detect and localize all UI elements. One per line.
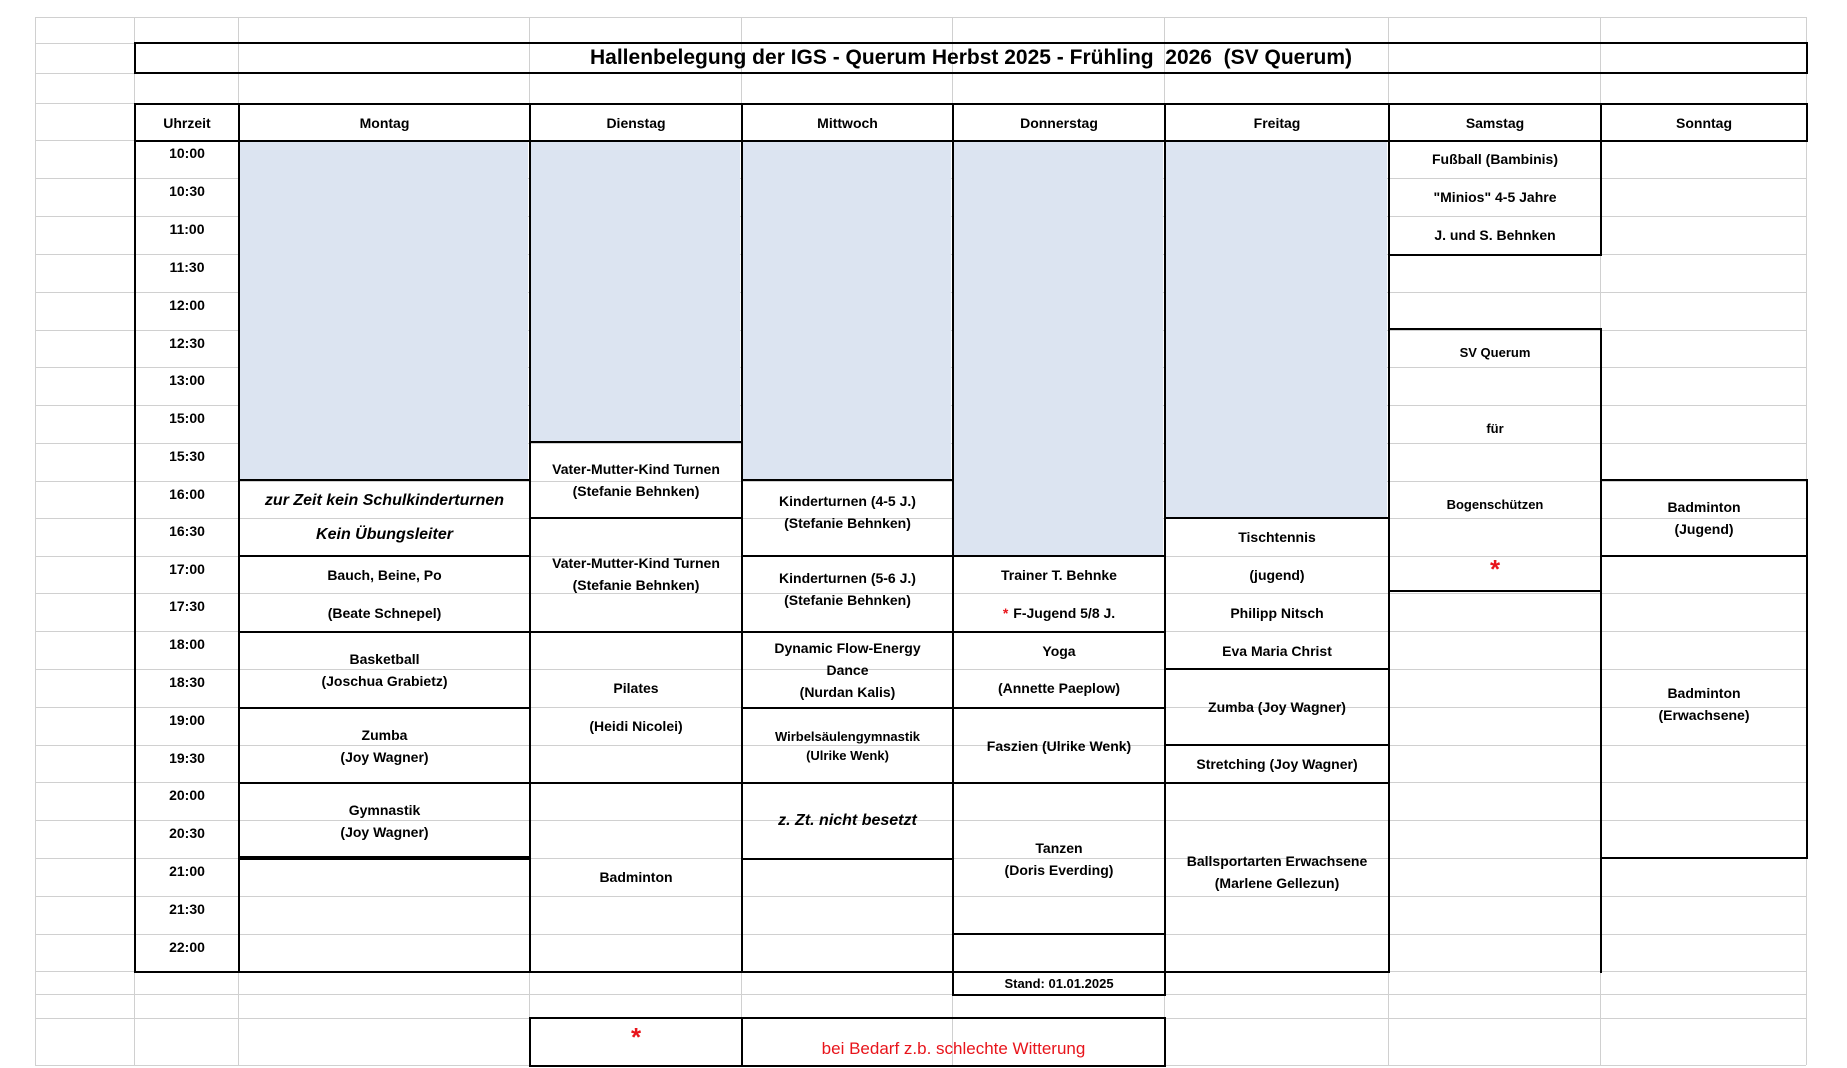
time-slot: 20:30 [169,825,205,841]
mi-wirbel [741,707,954,784]
mo-no-trainer: Kein Übungsleiter [316,526,453,543]
sa-sv: SV Querum [1459,345,1531,360]
di-badminton: Badminton [599,869,673,885]
header-monday: Montag [359,114,410,131]
time-slot: 18:00 [169,636,205,652]
header-friday: Freitag [1253,114,1301,131]
time-slot: 22:00 [169,939,205,955]
footnote-text: bei Bedarf z.b. schlechte Witterung [821,1039,1086,1058]
di-pilates-end [529,631,743,784]
fr-ball [1164,833,1390,911]
time-slot: 18:30 [169,674,205,690]
mo-gym [238,782,531,860]
mi-kt2-label: Kinderturnen (5-6 J.) [779,570,916,586]
time-slot: 17:30 [169,598,205,614]
sa-minios: "Minios" 4-5 Jahre [1433,189,1557,205]
so-bad-e-label: Badminton [1667,685,1741,701]
do-tanzen [952,820,1166,898]
do-faszien: Faszien (Ulrike Wenk) [986,737,1132,754]
mi-kt1-trainer: (Stefanie Behnken) [784,515,911,531]
mo-bbp: Bauch, Beine, Po [327,567,442,583]
mo-zumba-trainer: (Joy Wagner) [340,748,429,765]
sa-rest [1388,590,1602,973]
mo-zumba [238,707,531,784]
sa-fuer: für [1486,421,1504,436]
do-star: * [1002,605,1009,621]
mo-basketball-trainer: (Joschua Grabietz) [321,673,448,689]
header-time: Uhrzeit [163,114,211,131]
time-slot: 13:00 [169,372,205,388]
time-slot: 10:00 [169,145,205,161]
do-fjugend: F-Jugend 5/8 J. [1013,605,1116,621]
time-slot: 15:30 [169,448,205,464]
so-bad-j-label: Badminton [1667,499,1741,515]
do-tanzen-label: Tanzen [1035,840,1083,856]
di-vmk2-trainer: (Stefanie Behnken) [572,577,700,593]
fr-zumba: Zumba (Joy Wagner) [1208,699,1346,715]
time-slot: 19:30 [169,750,205,766]
time-slot: 19:00 [169,712,205,728]
mi-wirbel-trainer: (Ulrike Wenk) [806,747,889,763]
mi-wirbel-label: Wirbelsäulengymnastik [774,728,921,744]
fr-ball-label: Ballsportarten Erwachsene [1186,853,1368,869]
di-vmk1-trainer: (Stefanie Behnken) [572,483,700,499]
so-bad-e-sub: (Erwachsene) [1658,707,1750,723]
so-bad-j [1600,479,1808,557]
so-bad-e [1600,665,1808,743]
mo-bbp-trainer: (Beate Schnepel) [327,605,442,621]
header-tuesday: Dienstag [606,114,666,131]
di-vmk1 [529,441,743,519]
fr-tt-sub: (jugend) [1249,567,1305,583]
time-slot: 12:00 [169,297,205,313]
header-thursday: Donnerstag [1020,114,1098,131]
mo-gym-label: Gymnastik [348,802,421,818]
mi-kt1 [741,479,954,545]
sa-star: * [1489,554,1501,584]
mi-dance-trainer: (Nurdan Kalis) [799,684,896,700]
fr-stretching: Stretching (Joy Wagner) [1196,756,1358,772]
mi-dance-line1: Dynamic Flow-Energy [774,640,921,656]
time-slot: 17:00 [169,561,205,577]
time-slot: 16:30 [169,523,205,539]
fr-ball-trainer: (Marlene Gellezun) [1214,875,1340,891]
time-slot: 16:00 [169,486,205,502]
time-slot: 11:00 [169,221,205,237]
header-wednesday: Mittwoch [817,114,878,131]
mo-basketball [238,631,531,709]
mi-dance [741,631,954,709]
di-vmk2 [529,535,743,613]
footnote-star: * [630,1022,642,1052]
mi-kt1-label: Kinderturnen (4-5 J.) [779,493,916,509]
page-title: Hallenbelegung der IGS - Querum Herbst 2025 - Frühling 2026 (SV Querum) [590,46,1352,69]
fr-philipp: Philipp Nitsch [1230,605,1324,621]
fr-eva: Eva Maria Christ [1222,643,1332,659]
mo-zumba-label: Zumba [361,726,408,743]
di-pilates: Pilates [613,680,659,696]
time-slot: 11:30 [169,259,205,275]
di-pilates-trainer: (Heidi Nicolei) [589,718,683,734]
do-trainer: Trainer T. Behnke [1001,567,1117,583]
sa-behnken: J. und S. Behnken [1434,227,1556,243]
time-slot: 12:30 [169,335,205,351]
sa-fussball: Fußball (Bambinis) [1432,151,1558,167]
do-yoga: Yoga [1042,643,1076,659]
so-bad-j-sub: (Jugend) [1674,521,1734,537]
mi-kt2-trainer: (Stefanie Behnken) [784,592,911,608]
mo-no-school: zur Zeit kein Schulkinderturnen [264,492,505,509]
time-slot: 10:30 [169,183,205,199]
do-fjugend-row [952,594,1166,632]
header-sunday: Sonntag [1676,114,1732,131]
time-slot: 21:00 [169,863,205,879]
time-slot: 20:00 [169,787,205,803]
time-slot: 15:00 [169,410,205,426]
time-slot: 21:30 [169,901,205,917]
mi-dance-line2: Dance [826,662,869,678]
mi-vacant: z. Zt. nicht besetzt [778,812,917,829]
di-vmk2-label: Vater-Mutter-Kind Turnen [552,555,720,571]
mi-kt2 [741,555,954,623]
fr-tt: Tischtennis [1238,529,1316,545]
do-yoga-trainer: (Annette Paeplow) [997,680,1121,696]
do-tanzen-trainer: (Doris Everding) [1004,862,1114,878]
mo-evening-box [238,858,531,973]
sa-bogen: Bogenschützen [1446,497,1544,512]
di-vmk1-label: Vater-Mutter-Kind Turnen [552,461,720,477]
header-saturday: Samstag [1465,114,1525,131]
do-stand: Stand: 01.01.2025 [1004,975,1114,991]
mo-basketball-label: Basketball [349,651,420,667]
mo-gym-trainer: (Joy Wagner) [340,824,429,840]
